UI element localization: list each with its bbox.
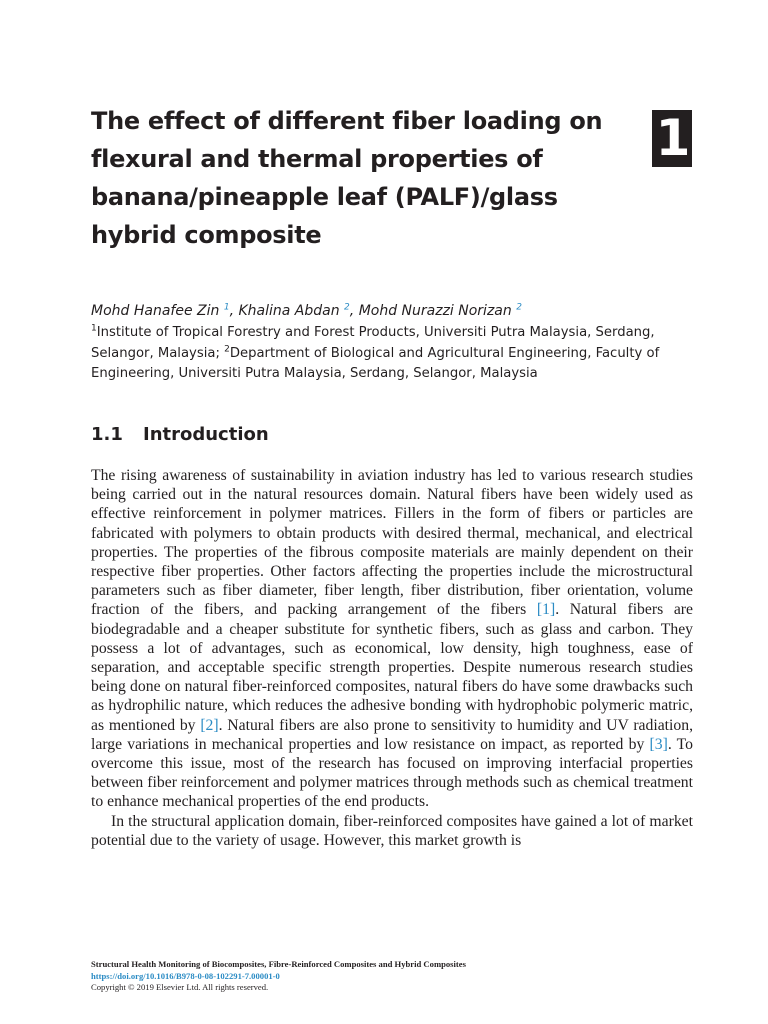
- author-affiliation-marker[interactable]: 1: [223, 302, 230, 313]
- author-affiliation-marker[interactable]: 2: [516, 302, 522, 313]
- paragraph-text: . To overcome this issue, most of the research has focused on improving interfacial properties between fiber reinforcement and polymer matrices through methods such as chemical treatment to enhance mechanical properties of the end products.: [91, 735, 694, 811]
- paragraph-text: . Natural fibers are biodegradable and a cheaper substitute for synthetic fibers, such as glass and carbon. They possess a lot of advantages, such as economical, low density, high toughness, ease of separation, and acceptable specific strength properties. Despite numerous research studies being done on natural fiber-reinforced composites, natural fibers do have some drawbacks such as hydrophilic nature, which reduces the adhesive bonding with hydrophobic polymeric matric, as mentioned by: [91, 601, 693, 734]
- paragraph-text: . Natural fibers are also prone to sensitivity to humidity and UV radiation, large variations in mechanical properties and low resistance on impact, as reported by: [91, 716, 693, 753]
- affiliation-text: Institute of Tropical Forestry and Forest Products, Universiti Putra Malaysia, Serdang, Selangor, Malaysia;: [91, 325, 655, 361]
- affiliation-marker: 1: [91, 323, 97, 334]
- paragraph: [91, 466, 693, 812]
- section-number: 1.1: [91, 424, 123, 445]
- paragraph: In the structural application domain, fiber-reinforced composites have gained a lot of market potential due to the variety of usage. However, this market growth is: [91, 812, 693, 849]
- author-name[interactable]: Mohd Nurazzi Norizan: [358, 303, 512, 319]
- author-name[interactable]: Mohd Hanafee Zin: [91, 303, 220, 319]
- chapter-number-badge: 1: [652, 110, 692, 167]
- citation-link[interactable]: [3]: [649, 735, 668, 753]
- doi-link[interactable]: https://doi.org/10.1016/B978-0-08-102291-7.00001-0: [91, 970, 280, 981]
- affiliations: [91, 323, 691, 385]
- copyright-notice: Copyright © 2019 Elsevier Ltd. All rights reserved.: [91, 982, 269, 992]
- section-title: Introduction: [143, 424, 269, 445]
- author-name[interactable]: Khalina Abdan: [238, 303, 340, 319]
- page-footer: [91, 959, 711, 994]
- citation-link[interactable]: [2]: [200, 716, 219, 734]
- chapter-title: The effect of different fiber loading on flexural and thermal properties of banana/pineapple leaf (PALF)/glass hybrid composite: [91, 107, 603, 249]
- paragraph-text: The rising awareness of sustainability in aviation industry has led to various research studies being carried out in the natural resources domain. Natural fibers have been widely used as effective reinforcement in polymer matrices. Fillers in the form of fibers or particles are fabricated with polymers to obtain products with desired thermal, mechanical, and electrical properties. The properties of the fibrous composite materials are mainly dependent on their respective fiber properties. Other factors affecting the properties include the microstructural parameters such as fiber diameter, fiber length, fiber distribution, fiber orientation, volume fraction of the fibers, and packing arrangement of the fibers: [91, 467, 693, 619]
- body-text: [91, 466, 693, 850]
- author-affiliation-marker[interactable]: 2: [344, 302, 350, 313]
- affiliation-marker: 2: [224, 344, 230, 355]
- book-title: Structural Health Monitoring of Biocomposites, Fibre-Reinforced Composites and Hybrid Composites: [91, 959, 466, 969]
- section-heading: [91, 423, 269, 447]
- author-list: Mohd Hanafee Zin $^1$, Khalina Abdan $^2$, Mohd Nurazzi Norizan $^2$: [91, 302, 522, 319]
- affiliation-text: Department of Biological and Agricultural Engineering, Faculty of Engineering, Universiti Putra Malaysia, Serdang, Selangor, Malaysia: [91, 345, 660, 381]
- citation-link[interactable]: [1]: [536, 601, 556, 619]
